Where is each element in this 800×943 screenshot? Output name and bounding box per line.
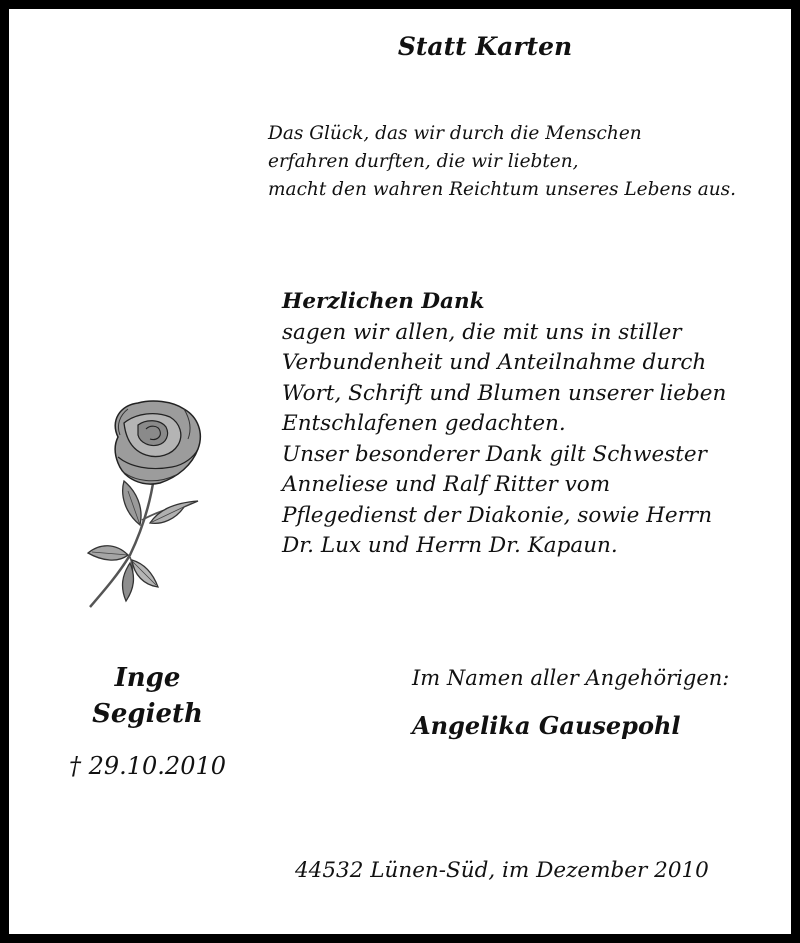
thanks-heading: Herzlichen Dank <box>282 289 485 314</box>
thanks-block <box>282 287 782 562</box>
notice-title: Statt Karten <box>397 32 573 61</box>
thanks-line: Pflegedienst der Diakonie, sowie Herrn <box>282 502 713 528</box>
thanks-line: sagen wir allen, die mit uns in stiller <box>282 319 682 345</box>
quote-line: erfahren durften, die wir liebten, <box>268 151 579 172</box>
death-date: † 29.10.2010 <box>68 752 227 780</box>
thanks-line: Anneliese und Ralf Ritter vom <box>282 472 611 497</box>
rose-icon <box>80 395 220 610</box>
family-signature: Angelika Gausepohl <box>412 711 681 740</box>
quote-line: macht den wahren Reichtum unseres Lebens aus. <box>268 179 737 200</box>
deceased-last-name: Segieth <box>92 699 203 729</box>
deceased-name <box>60 660 235 732</box>
thanks-line: Verbundenheit und Anteilnahme durch <box>282 350 707 375</box>
thanks-line: Wort, Schrift und Blumen unserer lieben <box>282 380 727 406</box>
family-label: Im Namen aller Angehörigen: <box>412 666 730 690</box>
thanks-line: Entschlafenen gedachten. <box>282 411 566 436</box>
place-date: 44532 Lünen-Süd, im Dezember 2010 <box>295 858 709 883</box>
deceased-first-name: Inge <box>114 663 181 693</box>
quote-line: Das Glück, das wir durch die Menschen <box>268 123 642 144</box>
thanks-line: Dr. Lux und Herrn Dr. Kapaun. <box>282 533 618 558</box>
quote-block <box>268 120 788 204</box>
thanks-line: Unser besonderer Dank gilt Schwester <box>282 441 707 467</box>
